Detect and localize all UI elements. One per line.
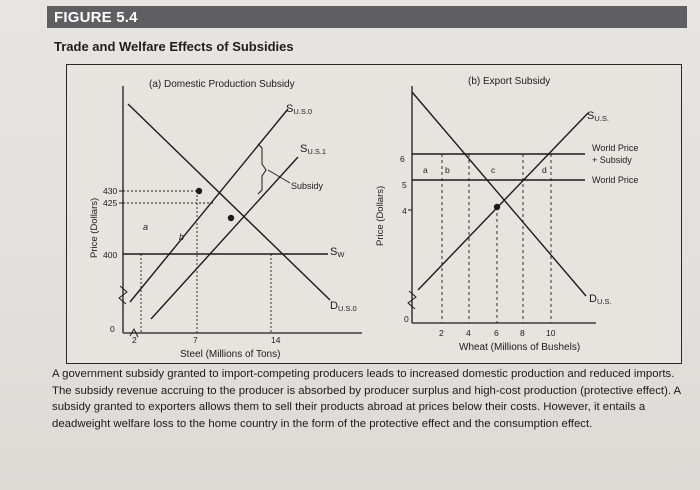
panel-a-subsidy-pointer	[268, 170, 290, 183]
panel-b-demand-label: DU.S.	[589, 293, 612, 306]
panel-a-subsidy-bracket	[258, 144, 266, 194]
panel-b-world-price-subsidy-label-1: World Price	[592, 143, 639, 153]
panel-b-x-tick: 8	[520, 328, 525, 338]
panel-a-title: (a) Domestic Production Subsidy	[149, 79, 295, 90]
panel-b-x-tick: 2	[439, 328, 444, 338]
panel-a-x-axis-label: Steel (Millions of Tons)	[180, 349, 281, 360]
panel-a-supply-0-label: SU.S.0	[286, 103, 313, 116]
panel-a-equilibrium-point	[228, 215, 234, 221]
panel-b-area-c: c	[491, 165, 496, 175]
panel-b-title: (b) Export Subsidy	[468, 76, 551, 87]
panel-a-supply-1-label: SU.S.1	[300, 143, 327, 156]
panel-a-area-a: a	[143, 222, 149, 232]
panel-b-y-tick: 5	[402, 180, 407, 190]
panel-a-y-axis-label: Price (Dollars)	[89, 197, 100, 258]
panel-b-supply-label: SU.S.	[587, 110, 609, 123]
panel-a-y-axis-break	[119, 286, 127, 304]
panel-b-equilibrium-point	[494, 204, 500, 210]
panel-a-subsidy-label: Subsidy	[291, 181, 324, 191]
panel-a-demand-label: DU.S.0	[330, 300, 357, 313]
panel-a-x-tick: 14	[271, 335, 281, 345]
panel-b-y-axis-break	[408, 291, 416, 309]
panel-b-world-price-subsidy-label-2: + Subsidy	[592, 155, 632, 165]
panel-b-y-tick: 4	[402, 206, 407, 216]
panel-b-x-tick: 10	[546, 328, 556, 338]
figure-title: Trade and Welfare Effects of Subsidies	[54, 39, 294, 54]
panel-b-y-axis-label: Price (Dollars)	[375, 185, 386, 246]
panel-a-supply-1-curve	[151, 157, 298, 319]
panel-b-origin: 0	[404, 314, 409, 324]
panel-a	[89, 79, 362, 360]
panel-b-y-tick: 6	[400, 154, 405, 164]
panel-b-x-tick: 4	[466, 328, 471, 338]
panel-a-y-tick: 430	[103, 186, 118, 196]
caption-text: A government subsidy granted to import-competing producers leads to increased domestic production and reduced imports. The subsidy revenue accruing to the producer is absorbed by producer surplus and high-cost production (protective effect). A subsidy granted to exporters allows them to sell their products abroad at prices below their costs. However, it entails a deadweight welfare loss to the home country in the form of the protective effect and the consumption effect.	[52, 368, 681, 430]
panel-b-x-axis-label: Wheat (Millions of Bushels)	[459, 342, 581, 353]
panel-b-demand-curve	[412, 92, 586, 296]
panel-b-area-b: b	[445, 165, 450, 175]
panel-a-area-b: b	[179, 232, 185, 242]
panel-b-area-d: d	[542, 165, 547, 175]
panel-b-x-tick: 6	[494, 328, 499, 338]
figure-caption	[52, 366, 692, 432]
panel-a-world-supply-label: SW	[330, 246, 345, 259]
panel-b-area-a: a	[423, 165, 428, 175]
panel-a-x-tick: 2	[132, 335, 137, 345]
panel-a-equilibrium-point	[196, 188, 202, 194]
panel-a-y-tick: 425	[103, 198, 118, 208]
panel-b-supply-curve	[418, 113, 588, 290]
panel-a-x-tick: 7	[193, 335, 198, 345]
panel-b-world-price-label: World Price	[592, 175, 639, 185]
panel-a-demand-curve	[128, 104, 330, 300]
figure-label: FIGURE 5.4	[54, 9, 138, 26]
panel-a-supply-0-curve	[130, 109, 288, 302]
panel-b	[375, 76, 638, 353]
panel-a-origin: 0	[110, 324, 115, 334]
panel-a-y-tick: 400	[103, 250, 118, 260]
